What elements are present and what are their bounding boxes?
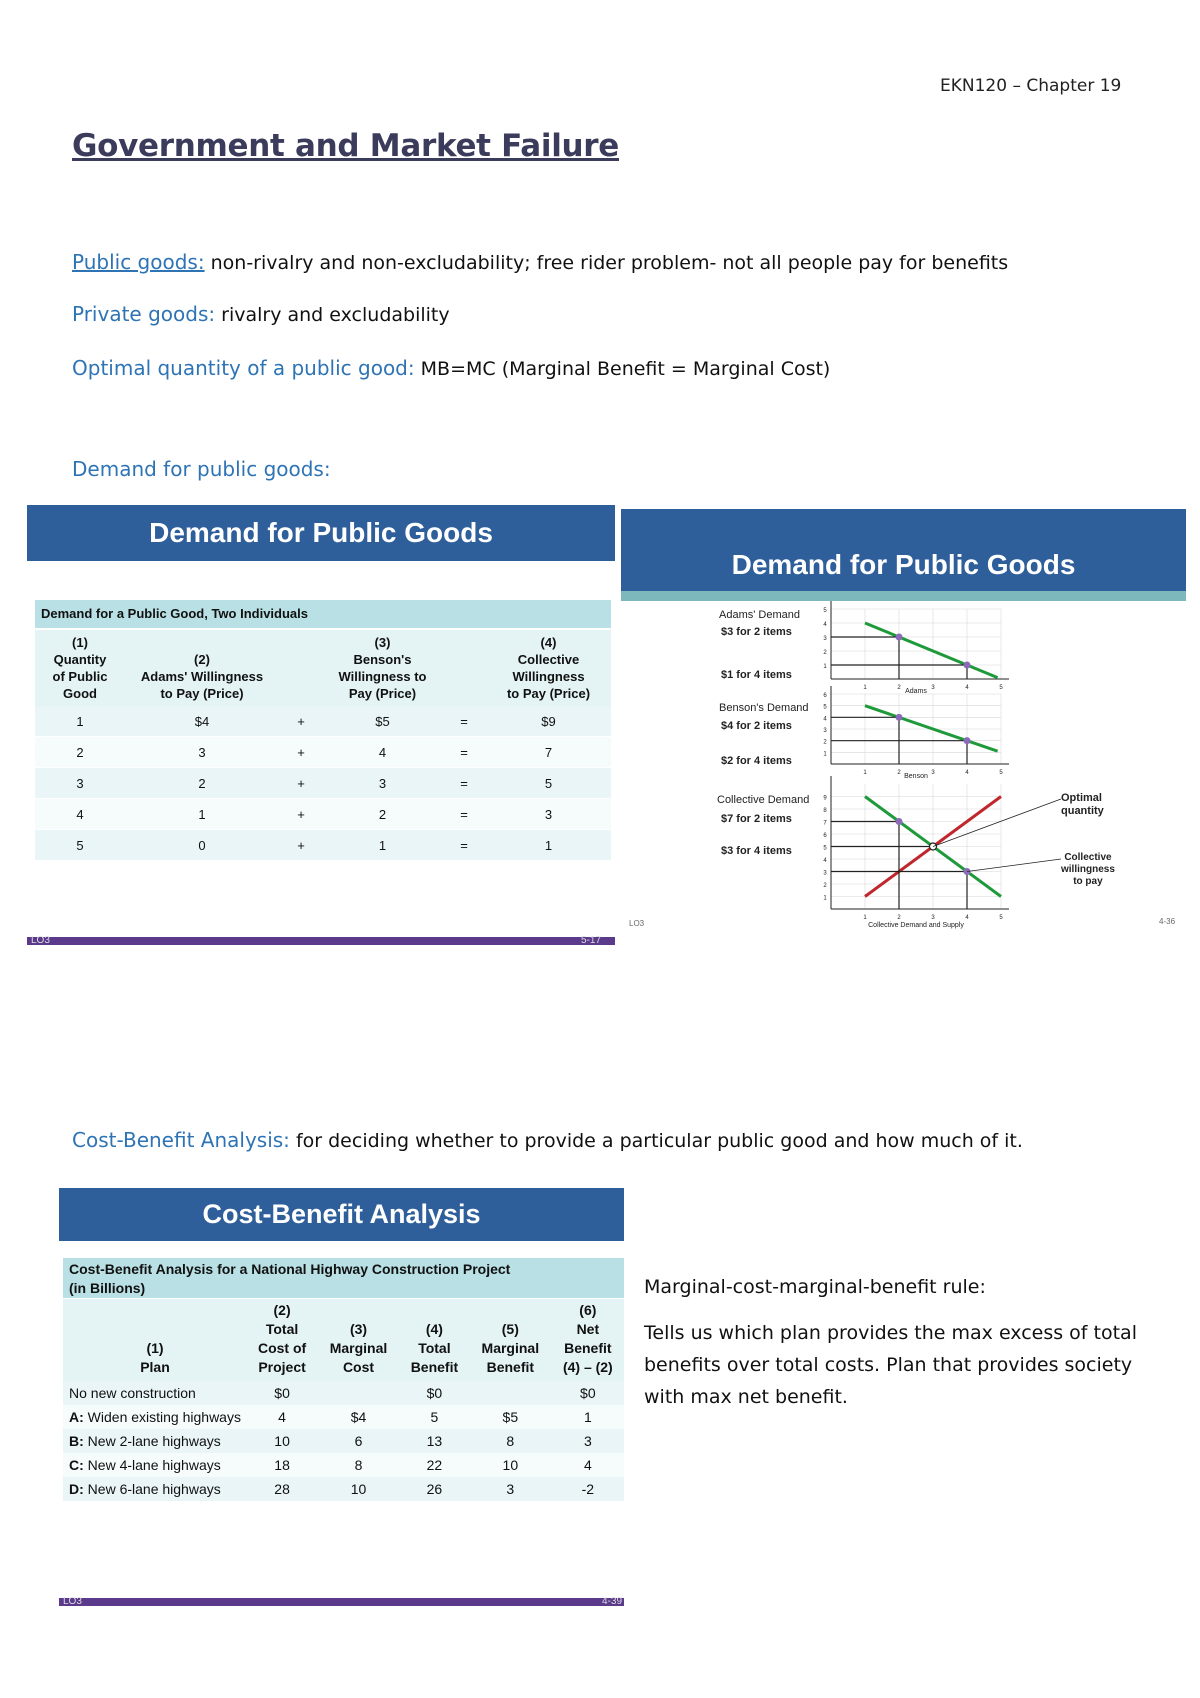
plan-cell: C: New 4-lane highways bbox=[63, 1453, 247, 1477]
x-tick-label: 2 bbox=[897, 685, 901, 691]
y-tick-label: 6 bbox=[823, 833, 827, 839]
table-row bbox=[63, 1381, 624, 1405]
adams-title: Adams' Demand bbox=[719, 609, 800, 621]
table-cell: + bbox=[279, 830, 323, 861]
y-tick-label: 1 bbox=[823, 895, 827, 902]
table-cell: 4 bbox=[35, 799, 125, 830]
term-private-goods: Private goods: bbox=[72, 302, 216, 326]
y-tick-label: 2 bbox=[823, 739, 827, 746]
col-quantity: (1) Quantity of Public Good bbox=[35, 630, 125, 706]
table-cell: 10 bbox=[247, 1429, 317, 1453]
table-row bbox=[63, 1453, 624, 1477]
demand-point bbox=[896, 818, 903, 825]
table-row bbox=[35, 706, 611, 737]
table-cell: 6 bbox=[317, 1429, 400, 1453]
table-cell: 7 bbox=[486, 737, 611, 768]
plan-cell: D: New 6-lane highways bbox=[63, 1477, 247, 1501]
y-tick-label: 9 bbox=[823, 795, 827, 802]
slide3-footer: LO3 4-39 bbox=[59, 1598, 624, 1606]
header-course: EKN120 – Chapter 19 bbox=[940, 76, 1122, 96]
table-cell: $0 bbox=[400, 1381, 469, 1405]
x-tick-label: 3 bbox=[931, 770, 935, 776]
col-collective: (4) Collective Willingness to Pay (Price) bbox=[486, 630, 611, 706]
table-cell: + bbox=[279, 737, 323, 768]
table-cell: 13 bbox=[400, 1429, 469, 1453]
x-tick-label: 2 bbox=[897, 915, 901, 921]
y-tick-label: 8 bbox=[823, 808, 827, 814]
table-cell: 28 bbox=[247, 1477, 317, 1501]
plan-cell: B: New 2-lane highways bbox=[63, 1429, 247, 1453]
table-cell: 26 bbox=[400, 1477, 469, 1501]
slide3-banner: Cost-Benefit Analysis bbox=[59, 1188, 624, 1241]
collective-point-a: $7 for 2 items bbox=[721, 813, 792, 825]
y-tick-label: 6 bbox=[823, 693, 827, 699]
col-marginal-cost: (3) Marginal Cost bbox=[317, 1299, 400, 1381]
y-tick-label: 1 bbox=[823, 751, 827, 758]
table-cell: 5 bbox=[486, 768, 611, 799]
x-tick-label: 1 bbox=[863, 915, 867, 921]
slide1-banner: Demand for Public Goods bbox=[27, 505, 615, 561]
table-row bbox=[35, 768, 611, 799]
rule-text: Tells us which plan provides the max excess of total benefits over total costs. Plan that provides society with max net benefit. bbox=[644, 1322, 1137, 1408]
table-cell: = bbox=[442, 706, 486, 737]
benson-point-a: $4 for 2 items bbox=[721, 720, 792, 732]
demand-table bbox=[35, 630, 611, 861]
table-cell: 3 bbox=[125, 737, 279, 768]
demand-heading: Demand for public goods: bbox=[72, 457, 331, 481]
x-tick-label: 2 bbox=[897, 770, 901, 776]
cba-heading bbox=[72, 1128, 1023, 1152]
optimal-pointer bbox=[933, 799, 1061, 847]
y-tick-label: 4 bbox=[823, 858, 827, 864]
x-tick-label: 1 bbox=[863, 770, 867, 776]
table-cell bbox=[317, 1381, 400, 1405]
y-tick-label: 5 bbox=[823, 845, 827, 852]
text-public-goods: non-rivalry and non-excludability; free rider problem- not all people pay for benefits bbox=[204, 252, 1009, 274]
table-cell: = bbox=[442, 737, 486, 768]
y-tick-label: 4 bbox=[823, 622, 827, 628]
table-cell: $5 bbox=[469, 1405, 552, 1429]
table-cell: $9 bbox=[486, 706, 611, 737]
table-cell: 10 bbox=[317, 1477, 400, 1501]
table-cell: 4 bbox=[247, 1405, 317, 1429]
slide1-footer: LO3 5-17 bbox=[27, 937, 615, 945]
table-cell: 3 bbox=[552, 1429, 624, 1453]
table-cell: 5 bbox=[35, 830, 125, 861]
cost-benefit-table bbox=[63, 1299, 624, 1501]
rule-title: Marginal-cost-marginal-benefit rule: bbox=[644, 1276, 986, 1298]
table-cell: $0 bbox=[552, 1381, 624, 1405]
demand-point bbox=[964, 662, 971, 669]
willingness-pointer bbox=[967, 859, 1061, 872]
x-tick-label: 3 bbox=[931, 915, 935, 921]
table-cell: 2 bbox=[35, 737, 125, 768]
table-cell: 3 bbox=[35, 768, 125, 799]
table-cell: + bbox=[279, 799, 323, 830]
col-adams: (2) Adams' Willingness to Pay (Price) bbox=[125, 630, 279, 706]
x-axis-label: Collective Demand and Supply bbox=[868, 922, 964, 929]
table-cell: 4 bbox=[323, 737, 442, 768]
col-total-cost: (2) Total Cost of Project bbox=[247, 1299, 317, 1381]
col-net-benefit: (6) Net Benefit (4) – (2) bbox=[552, 1299, 624, 1381]
y-tick-label: 5 bbox=[823, 704, 827, 711]
adams-point-a: $3 for 2 items bbox=[721, 626, 792, 638]
table-row bbox=[63, 1405, 624, 1429]
slide-demand-graphs: Demand for Public Goods Adams' Demand $3 for 2 items $1 for 4 items Benson's Demand $4 for 2 items $2 for 4 items Collective Demand $7 for 2 items $3 for 4 items 1 2 3 4 5 1 2 3 4 5 Adams 1 2 3 4 5 6 1 2 3 4 5 Benson 1 2 3 4 5 6 7 8 9 1 2 3 4 5 Collective Demand and Supply Optimal quantity Collective willingness to pay LO3 4-36 bbox=[621, 509, 1186, 929]
definition-optimal-quantity bbox=[72, 356, 830, 380]
x-tick-label: 4 bbox=[965, 685, 969, 691]
table-cell: 8 bbox=[317, 1453, 400, 1477]
table-cell: 8 bbox=[469, 1429, 552, 1453]
table-cell: 3 bbox=[486, 799, 611, 830]
optimal-quantity-label: Optimal quantity bbox=[1061, 792, 1104, 817]
table-cell: 10 bbox=[469, 1453, 552, 1477]
text-optimal-quantity: MB=MC (Marginal Benefit = Marginal Cost) bbox=[414, 358, 831, 380]
table-cell: $4 bbox=[125, 706, 279, 737]
adams-point-b: $1 for 4 items bbox=[721, 669, 792, 681]
table-row bbox=[35, 799, 611, 830]
table-row bbox=[63, 1477, 624, 1501]
y-tick-label: 3 bbox=[823, 728, 827, 734]
text-cba: for deciding whether to provide a particular public good and how much of it. bbox=[289, 1130, 1023, 1152]
col-marginal-benefit: (5) Marginal Benefit bbox=[469, 1299, 552, 1381]
table-cell: 0 bbox=[125, 830, 279, 861]
y-tick-label: 5 bbox=[823, 608, 827, 614]
table-cell: 1 bbox=[552, 1405, 624, 1429]
definition-public-goods bbox=[72, 250, 1008, 274]
x-tick-label: 3 bbox=[931, 685, 935, 691]
x-axis-label: Adams bbox=[905, 688, 927, 695]
plan-cell: A: Widen existing highways bbox=[63, 1405, 247, 1429]
collective-willingness-label: Collective willingness to pay bbox=[1061, 852, 1115, 887]
collective-title: Collective Demand bbox=[717, 794, 810, 806]
y-tick-label: 4 bbox=[823, 716, 827, 723]
x-axis-label: Benson bbox=[904, 773, 928, 780]
y-tick-label: 7 bbox=[823, 820, 827, 827]
x-tick-label: 4 bbox=[965, 770, 969, 776]
table-cell: 4 bbox=[552, 1453, 624, 1477]
table-cell: 1 bbox=[125, 799, 279, 830]
slide3-subtitle: Cost-Benefit Analysis for a National Highway Construction Project (in Billions) bbox=[63, 1258, 624, 1298]
benson-title: Benson's Demand bbox=[719, 702, 809, 714]
col-plan: (1) Plan bbox=[63, 1299, 247, 1381]
demand-point bbox=[896, 714, 903, 721]
table-cell: 1 bbox=[35, 706, 125, 737]
table-cell: + bbox=[279, 706, 323, 737]
x-tick-label: 5 bbox=[999, 685, 1003, 691]
definition-private-goods bbox=[72, 302, 450, 326]
benson-point-b: $2 for 4 items bbox=[721, 755, 792, 767]
table-row bbox=[63, 1429, 624, 1453]
table-cell: 5 bbox=[400, 1405, 469, 1429]
table-row bbox=[35, 737, 611, 768]
table-cell: 1 bbox=[486, 830, 611, 861]
x-tick-label: 4 bbox=[965, 915, 969, 921]
slide1-subtitle: Demand for a Public Good, Two Individuals bbox=[35, 600, 611, 628]
y-tick-label: 3 bbox=[823, 870, 827, 877]
demand-curve bbox=[865, 623, 998, 678]
table-cell: = bbox=[442, 799, 486, 830]
col-total-benefit: (4) Total Benefit bbox=[400, 1299, 469, 1381]
mcmb-rule bbox=[644, 1271, 1144, 1413]
collective-point-b: $3 for 4 items bbox=[721, 845, 792, 857]
table-cell: 22 bbox=[400, 1453, 469, 1477]
plan-cell: No new construction bbox=[63, 1381, 247, 1405]
y-tick-label: 1 bbox=[823, 664, 827, 670]
demand-point bbox=[896, 634, 903, 641]
table-cell: 3 bbox=[323, 768, 442, 799]
slide-cost-benefit bbox=[59, 1188, 624, 1606]
demand-point bbox=[964, 737, 971, 744]
term-public-goods: Public goods: bbox=[72, 250, 205, 274]
table-cell: + bbox=[279, 768, 323, 799]
term-optimal-quantity: Optimal quantity of a public good: bbox=[72, 356, 415, 380]
table-cell: = bbox=[442, 768, 486, 799]
y-tick-label: 3 bbox=[823, 636, 827, 642]
x-tick-label: 1 bbox=[863, 685, 867, 691]
col-benson: (3) Benson's Willingness to Pay (Price) bbox=[323, 630, 442, 706]
x-tick-label: 5 bbox=[999, 770, 1003, 776]
y-tick-label: 2 bbox=[823, 650, 827, 656]
page-title: Government and Market Failure bbox=[72, 128, 619, 164]
demand-curve bbox=[865, 706, 998, 752]
table-row bbox=[35, 830, 611, 861]
table-cell: 2 bbox=[323, 799, 442, 830]
slide2-banner: Demand for Public Goods bbox=[621, 509, 1186, 591]
y-tick-label: 2 bbox=[823, 883, 827, 889]
term-cba: Cost-Benefit Analysis: bbox=[72, 1128, 290, 1152]
table-cell: 3 bbox=[469, 1477, 552, 1501]
table-cell: -2 bbox=[552, 1477, 624, 1501]
text-private-goods: rivalry and excludability bbox=[215, 304, 450, 326]
table-cell: 1 bbox=[323, 830, 442, 861]
table-cell bbox=[469, 1381, 552, 1405]
table-cell: = bbox=[442, 830, 486, 861]
table-cell: 18 bbox=[247, 1453, 317, 1477]
table-cell: $0 bbox=[247, 1381, 317, 1405]
table-cell: $4 bbox=[317, 1405, 400, 1429]
table-cell: $5 bbox=[323, 706, 442, 737]
x-tick-label: 5 bbox=[999, 915, 1003, 921]
table-cell: 2 bbox=[125, 768, 279, 799]
slide-demand-table bbox=[27, 505, 615, 945]
